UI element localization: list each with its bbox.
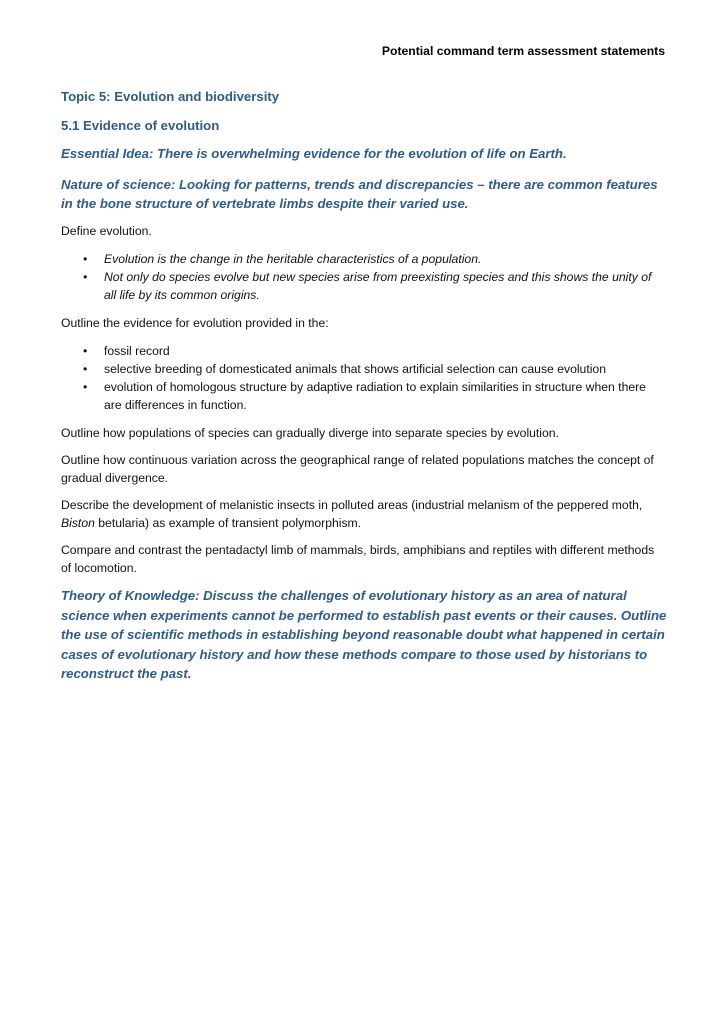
topic-heading: Topic 5: Evolution and biodiversity bbox=[61, 89, 280, 104]
list-item: • fossil record bbox=[61, 342, 665, 360]
melanism-text-after: betularia) as example of transient polymorphism. bbox=[94, 516, 362, 530]
melanism-text-before: Describe the development of melanistic insects in polluted areas (industrial melanism of the peppered moth, bbox=[61, 498, 643, 512]
list-item: • selective breeding of domesticated animals that shows artificial selection can cause evolution bbox=[61, 360, 665, 378]
list-item: • evolution of homologous structure by adaptive radiation to explain similarities in structure when there are differences in function. bbox=[61, 378, 665, 414]
theory-of-knowledge: Theory of Knowledge: Discuss the challenges of evolutionary history as an area of natural science when experiments cannot be performed to establish past events or their causes. Outline the use of scientific methods in establishing beyond reasonable doubt what happened in certain cases of evolutionary history and how these methods compare to those used by historians to reconstruct the past. bbox=[61, 588, 667, 681]
define-statement: Define evolution. bbox=[61, 224, 152, 238]
list-item: • Not only do species evolve but new species arise from preexisting species and this shows the unity of all life by its common origins. bbox=[61, 268, 665, 304]
evidence-list bbox=[61, 342, 665, 414]
melanism-genus-name: Biston bbox=[61, 516, 95, 530]
essential-idea: Essential Idea: There is overwhelming evidence for the evolution of life on Earth. bbox=[61, 146, 567, 161]
compare-limb-statement: Compare and contrast the pentadactyl limb of mammals, birds, amphibians and reptiles with different methods of locomotion. bbox=[61, 543, 655, 575]
outline-variation-statement: Outline how continuous variation across the geographical range of related populations matches the concept of gradual divergence. bbox=[61, 453, 654, 485]
page-header: Potential command term assessment statements bbox=[381, 44, 665, 58]
define-list bbox=[61, 250, 665, 304]
subtopic-heading: 5.1 Evidence of evolution bbox=[61, 118, 220, 133]
list-item: • Evolution is the change in the heritable characteristics of a population. bbox=[61, 250, 665, 268]
outline-evidence-statement: Outline the evidence for evolution provided in the: bbox=[61, 316, 329, 330]
outline-diverge-statement: Outline how populations of species can gradually diverge into separate species by evolution. bbox=[61, 426, 559, 440]
describe-melanism-statement bbox=[61, 496, 665, 532]
nature-of-science: Nature of science: Looking for patterns, trends and discrepancies – there are common features in the bone structure of vertebrate limbs despite their varied use. bbox=[61, 177, 658, 211]
